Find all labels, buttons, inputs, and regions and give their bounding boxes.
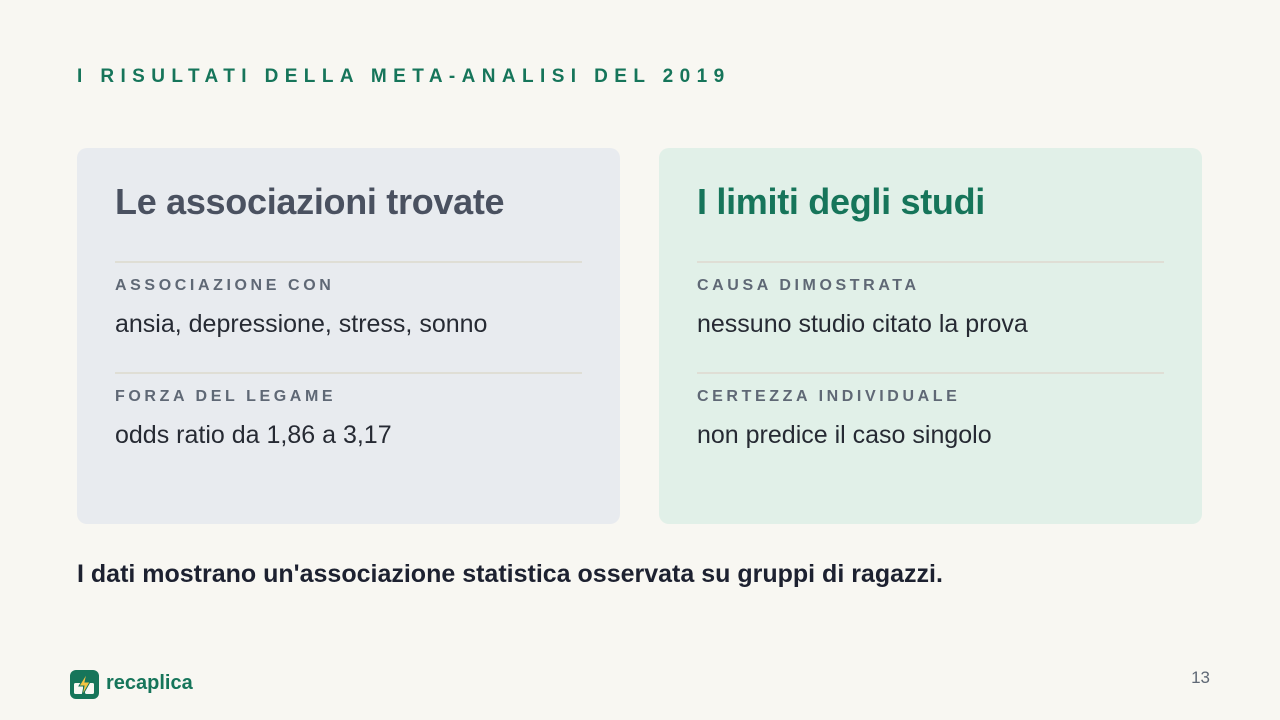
field-value-association: ansia, depressione, stress, sonno xyxy=(115,310,488,338)
brand-name: recaplica xyxy=(106,671,193,694)
field-label-strength: FORZA DEL LEGAME xyxy=(115,388,337,405)
divider xyxy=(115,372,582,374)
summary-statement: I dati mostrano un'associazione statistica osservata su gruppi di ragazzi. xyxy=(77,560,943,588)
field-label-causation: CAUSA DIMOSTRATA xyxy=(697,277,920,294)
findings-card-title: Le associazioni trovate xyxy=(115,181,505,222)
field-value-certainty: non predice il caso singolo xyxy=(697,421,992,449)
divider xyxy=(697,261,1164,263)
brand xyxy=(70,666,193,699)
limits-card xyxy=(659,148,1202,524)
findings-card xyxy=(77,148,620,524)
field-value-causation: nessuno studio citato la prova xyxy=(697,310,1028,338)
divider xyxy=(115,261,582,263)
limits-card-title: I limiti degli studi xyxy=(697,181,986,222)
field-label-association: ASSOCIAZIONE CON xyxy=(115,277,335,294)
field-label-certainty: CERTEZZA INDIVIDUALE xyxy=(697,388,961,405)
divider xyxy=(697,372,1164,374)
field-value-strength: odds ratio da 1,86 a 3,17 xyxy=(115,421,392,449)
page-number: 13 xyxy=(1191,668,1210,687)
recaplica-logo-icon xyxy=(70,670,99,699)
section-eyebrow: I RISULTATI DELLA META-ANALISI DEL 2019 xyxy=(77,66,731,87)
